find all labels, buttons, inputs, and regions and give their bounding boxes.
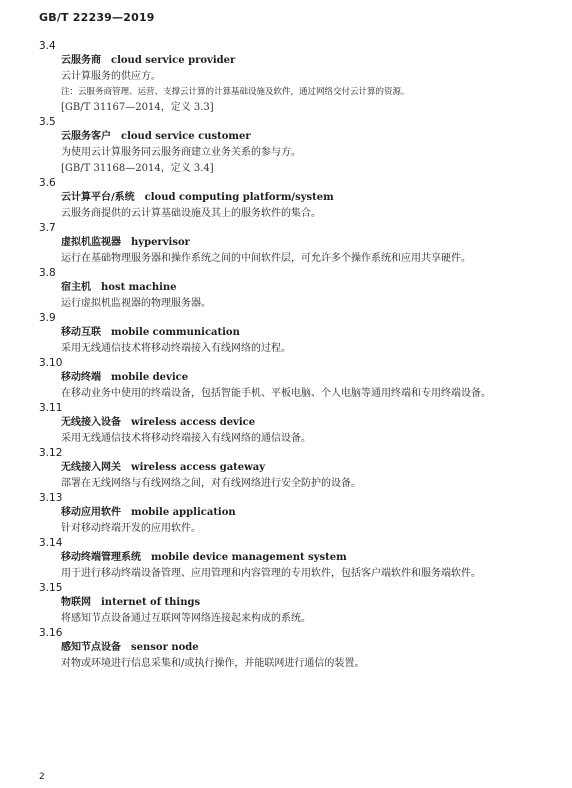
clause-number: 3.8 <box>39 267 56 279</box>
term-definition: 部署在无线网络与有线网络之间，对有线网络进行安全防护的设备。 <box>61 478 361 489</box>
term-chinese: 移动终端 <box>61 372 101 383</box>
term-english: wireless access device <box>131 417 256 428</box>
term-title <box>61 53 559 69</box>
term-entry-3-6 <box>39 177 559 222</box>
term-english: wireless access gateway <box>131 462 266 473</box>
term-entry-3-4 <box>39 40 559 116</box>
term-entry-3-9 <box>39 312 559 357</box>
term-english: cloud computing platform/system <box>144 192 334 203</box>
terms-list <box>39 40 559 672</box>
term-entry-3-15 <box>39 582 559 627</box>
term-title <box>61 460 559 476</box>
term-english: mobile communication <box>111 327 240 338</box>
term-entry-3-12 <box>39 447 559 492</box>
term-definition: 采用无线通信技术将移动终端接入有线网络的过程。 <box>61 343 291 354</box>
term-source: [GB/T 31167—2014，定义 3.3] <box>61 102 214 113</box>
term-entry-3-13 <box>39 492 559 537</box>
term-chinese: 无线接入网关 <box>61 462 121 473</box>
term-chinese: 云服务商 <box>61 55 101 66</box>
term-definition: 将感知节点设备通过互联网等网络连接起来构成的系统。 <box>61 613 311 624</box>
term-definition: 对物或环境进行信息采集和/或执行操作，并能联网进行通信的装置。 <box>61 658 365 669</box>
term-title <box>61 550 559 566</box>
clause-number: 3.5 <box>39 116 56 128</box>
term-english: sensor node <box>131 642 199 653</box>
term-title <box>61 325 559 341</box>
term-chinese: 宿主机 <box>61 282 91 293</box>
term-definition: 云服务商提供的云计算基础设施及其上的服务软件的集合。 <box>61 208 321 219</box>
term-title <box>61 370 559 386</box>
term-entry-3-7 <box>39 222 559 267</box>
term-english: internet of things <box>101 597 201 608</box>
clause-number: 3.9 <box>39 312 56 324</box>
clause-number: 3.14 <box>39 537 63 549</box>
term-chinese: 移动终端管理系统 <box>61 552 141 563</box>
clause-number: 3.10 <box>39 357 63 369</box>
term-definition: 针对移动终端开发的应用软件。 <box>61 523 201 534</box>
term-definition: 云计算服务的供应方。 <box>61 71 161 82</box>
term-chinese: 移动应用软件 <box>61 507 121 518</box>
term-english: hypervisor <box>131 237 190 248</box>
term-english: cloud service customer <box>121 131 251 142</box>
clause-number: 3.16 <box>39 627 63 639</box>
term-definition: 在移动业务中使用的终端设备，包括智能手机、平板电脑、个人电脑等通用终端和专用终端设备。 <box>61 388 491 399</box>
clause-number: 3.13 <box>39 492 63 504</box>
page-number: 2 <box>39 772 45 782</box>
term-chinese: 虚拟机监视器 <box>61 237 121 248</box>
clause-number: 3.11 <box>39 402 63 414</box>
term-source: [GB/T 31168—2014，定义 3.4] <box>61 163 214 174</box>
term-title <box>61 640 559 656</box>
term-definition: 为使用云计算服务同云服务商建立业务关系的参与方。 <box>61 147 301 158</box>
clause-number: 3.7 <box>39 222 56 234</box>
term-definition: 运行在基础物理服务器和操作系统之间的中间软件层，可允许多个操作系统和应用共享硬件。 <box>61 253 471 264</box>
term-title <box>61 235 559 251</box>
term-english: mobile application <box>131 507 236 518</box>
clause-number: 3.6 <box>39 177 56 189</box>
term-chinese: 物联网 <box>61 597 91 608</box>
term-entry-3-14 <box>39 537 559 582</box>
term-definition: 用于进行移动终端设备管理、应用管理和内容管理的专用软件，包括客户端软件和服务端软件。 <box>61 568 481 579</box>
term-english: host machine <box>101 282 177 293</box>
term-title <box>61 280 559 296</box>
term-entry-3-8 <box>39 267 559 312</box>
term-title <box>61 415 559 431</box>
term-chinese: 感知节点设备 <box>61 642 121 653</box>
term-english: mobile device management system <box>151 552 347 563</box>
term-entry-3-16 <box>39 627 559 672</box>
clause-number: 3.12 <box>39 447 63 459</box>
term-title <box>61 505 559 521</box>
term-definition: 运行虚拟机监视器的物理服务器。 <box>61 298 211 309</box>
term-chinese: 云服务客户 <box>61 131 111 142</box>
term-english: mobile device <box>111 372 189 383</box>
clause-number: 3.15 <box>39 582 63 594</box>
term-chinese: 云计算平台/系统 <box>61 192 135 203</box>
term-chinese: 无线接入设备 <box>61 417 121 428</box>
term-english: cloud service provider <box>111 55 236 66</box>
term-entry-3-11 <box>39 402 559 447</box>
term-definition: 采用无线通信技术将移动终端接入有线网络的通信设备。 <box>61 433 311 444</box>
term-title <box>61 595 559 611</box>
term-entry-3-10 <box>39 357 559 402</box>
clause-number: 3.4 <box>39 40 56 52</box>
term-title <box>61 129 559 145</box>
term-title <box>61 190 559 206</box>
term-chinese: 移动互联 <box>61 327 101 338</box>
standard-number-header: GB/T 22239—2019 <box>39 11 155 24</box>
term-entry-3-5 <box>39 116 559 177</box>
term-note: 注：云服务商管理、运营、支撑云计算的计算基础设施及软件，通过网络交付云计算的资源。 <box>61 87 410 97</box>
